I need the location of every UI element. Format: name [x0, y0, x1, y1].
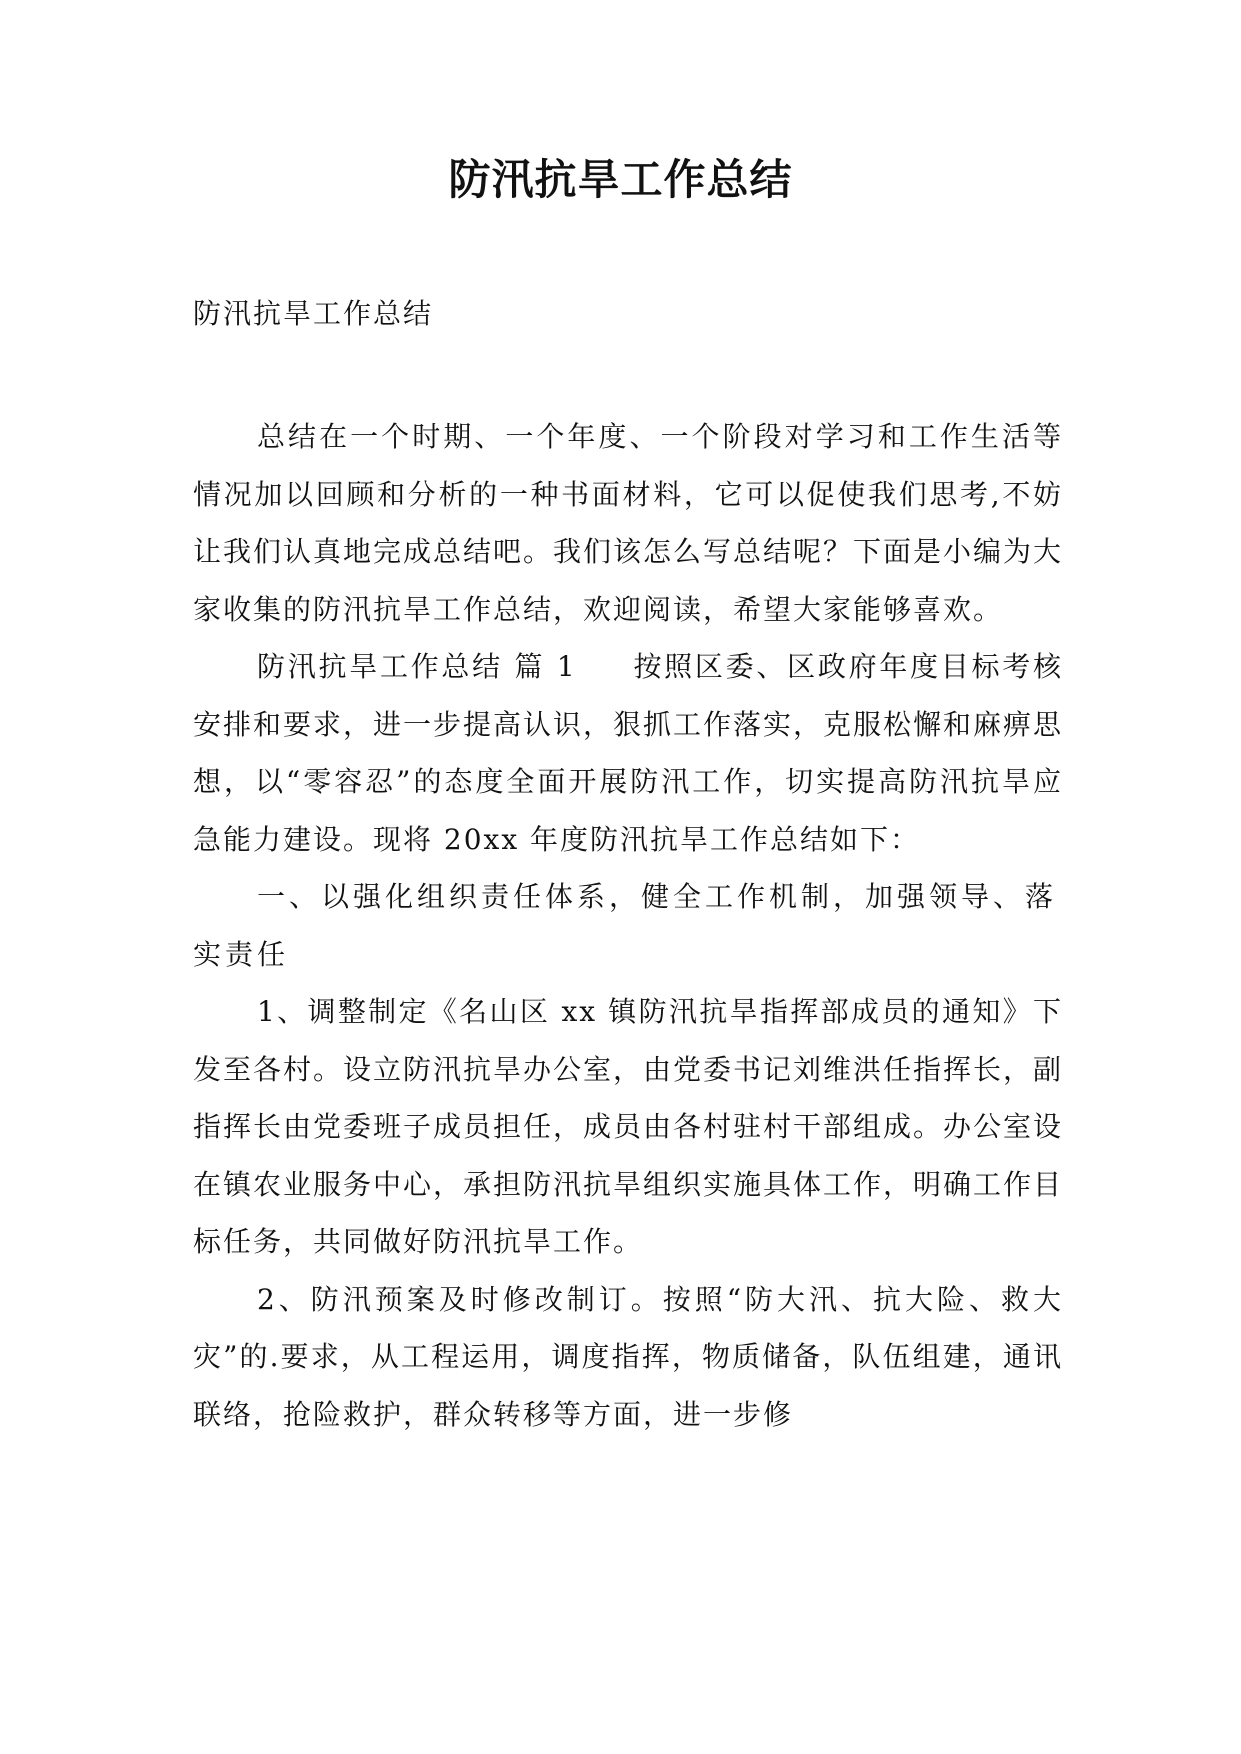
heading-one: 一、以强化组织责任体系，健全工作机制，加强领导、落实责任: [193, 880, 1058, 971]
section-heading: 防汛抗旱工作总结 篇 1: [257, 650, 577, 683]
document-title: 防汛抗旱工作总结: [448, 155, 793, 204]
section-paragraph: [193, 638, 1063, 868]
intro-paragraph: 总结在一个时期、一个年度、一个阶段对学习和工作生活等情况加以回顾和分析的一种书面材料，它可以促使我们思考,不妨让我们认真地完成总结吧。我们该怎么写总结呢？下面是小编为大家收集的防汛抗旱工作总结，欢迎阅读，希望大家能够喜欢。: [193, 420, 1064, 626]
item-one-paragraph: 1、调整制定《名山区 xx 镇防汛抗旱指挥部成员的通知》下发至各村。设立防汛抗旱办公室，由党委书记刘维洪任指挥长，副指挥长由党委班子成员担任，成员由各村驻村干部组成。办公室设在镇农业服务中心，承担防汛抗旱组织实施具体工作，明确工作目标任务，共同做好防汛抗旱工作。: [193, 995, 1064, 1258]
item-two-paragraph: 2、防汛预案及时修改制订。按照“防大汛、抗大险、救大灾”的.要求，从工程运用，调度指挥，物质储备，队伍组建，通讯联络，抢险救护，群众转移等方面，进一步修: [193, 1282, 1063, 1431]
section-body: 按照区委、区政府年度目标考核安排和要求，进一步提高认识，狠抓工作落实，克服松懈和麻痹思想，以“零容忍”的态度全面开展防汛工作，切实提高防汛抗旱应急能力建设。现将 20xx 年度防汛抗旱工作总结如下：: [193, 650, 1064, 856]
document-subtitle: 防汛抗旱工作总结: [193, 297, 434, 330]
document-body: [193, 408, 1063, 1443]
